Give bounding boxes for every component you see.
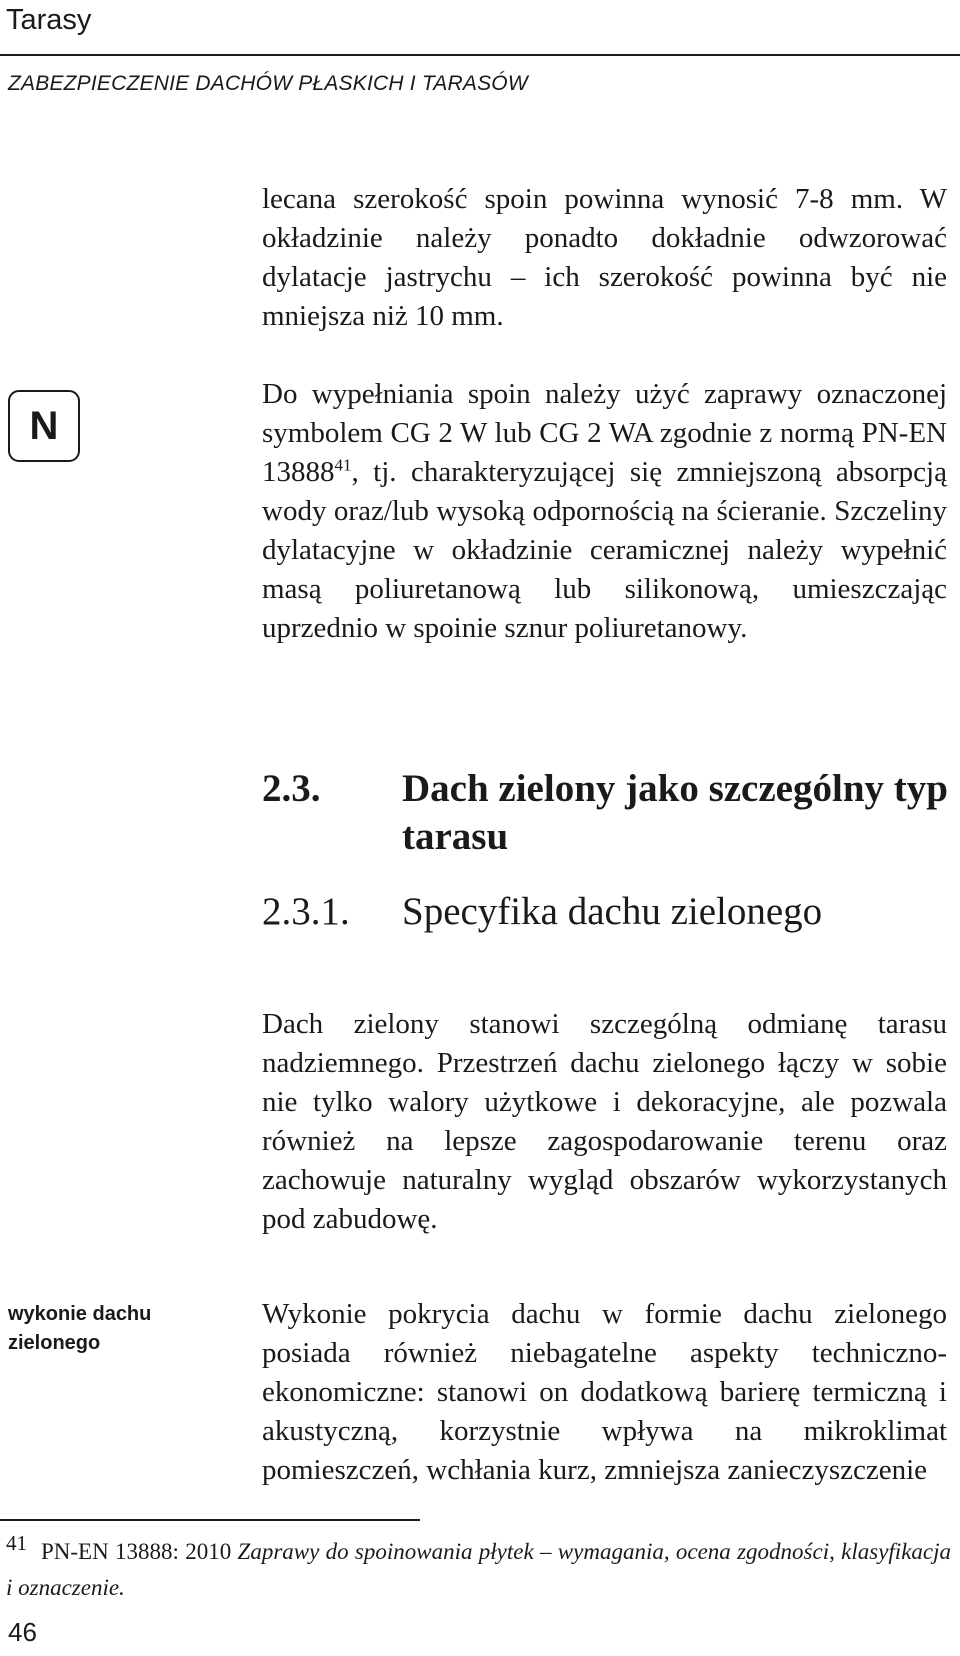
norm-badge-icon [8, 390, 80, 462]
subsection-title: Specyfika dachu zielonego [402, 890, 823, 933]
paragraph-joint-width: lecana szerokość spoin powinna wynosić 7-8 mm. W okładzinie należy ponadto dokładnie odwzorować dylatacje jastrychu – ich szerokość powinna być nie mniejsza niż 10 mm. [262, 183, 947, 332]
section-title: Dach zielony jako szczególny typ tarasu [402, 767, 948, 858]
paragraph-green-roof-benefits: Wykonie pokrycia dachu w formie dachu zielonego posiada również niebagatelne aspekty techniczno-ekonomiczne: stanowi on dodatkową barierę termiczną i akustyczną, korzystnie wpływa na mikroklimat pomieszczeń, wchłania kurz, zmniejsza zanieczyszczenie [262, 1298, 947, 1486]
paragraph-green-roof-definition: Dach zielony stanowi szczególną odmianę tarasu nadziemnego. Przestrzeń dachu zielonego łączy w sobie nie tylko walory użytkowe i dekoracyjne, ale pozwala również na lepsze zagospodarowanie terenu oraz zachowuje naturalny wygląd obszarów wykorzystanych pod zabudowę. [262, 1008, 947, 1235]
footnote-mark: 41 [6, 1531, 27, 1556]
page-number: 46 [8, 1617, 37, 1647]
footnote [6, 1531, 951, 1606]
margin-note-line: zielonego [8, 1332, 101, 1354]
paragraph-grout-text-start: Do wypełniania spoin należy użyć zaprawy oznaczonej symbolem CG 2 W lub CG 2 WA zgodnie z normą PN-EN 13888 [262, 378, 947, 488]
section-number: 2.3. [262, 767, 321, 810]
norm-badge-letter: N [29, 404, 59, 448]
subsection-heading [262, 888, 822, 936]
section-heading [262, 765, 960, 861]
header-rule [0, 54, 960, 56]
footnote-rule [0, 1519, 420, 1521]
running-header-title: Tarasy [6, 4, 92, 36]
paragraph-grout-text-end: , tj. charakteryzującej się zmniejszoną absorpcją wody oraz/lub wysoką odpornością na ścieranie. Szczeliny dylatacyjne w okładzinie ceramicznej należy wypełnić masą poliuretanową lub silikonową, umieszczając uprzednio w spoinie sznur poliuretanowy. [262, 456, 947, 644]
subsection-number: 2.3.1. [262, 890, 350, 933]
margin-note [8, 1300, 151, 1358]
paragraph-grout-mortar [262, 375, 947, 648]
footnote-title: Zaprawy do spoinowania płytek – wymagania, ocena zgodności, klasyfikacja i oznaczenie. [6, 1539, 951, 1600]
footnote-reference[interactable]: 41 [334, 455, 352, 475]
margin-note-line: wykonie dachu [8, 1303, 152, 1325]
running-header-subtitle: ZABEZPIECZENIE DACHÓW PŁASKICH I TARASÓW [8, 72, 528, 95]
footnote-standard: PN-EN 13888: 2010 [41, 1539, 232, 1564]
